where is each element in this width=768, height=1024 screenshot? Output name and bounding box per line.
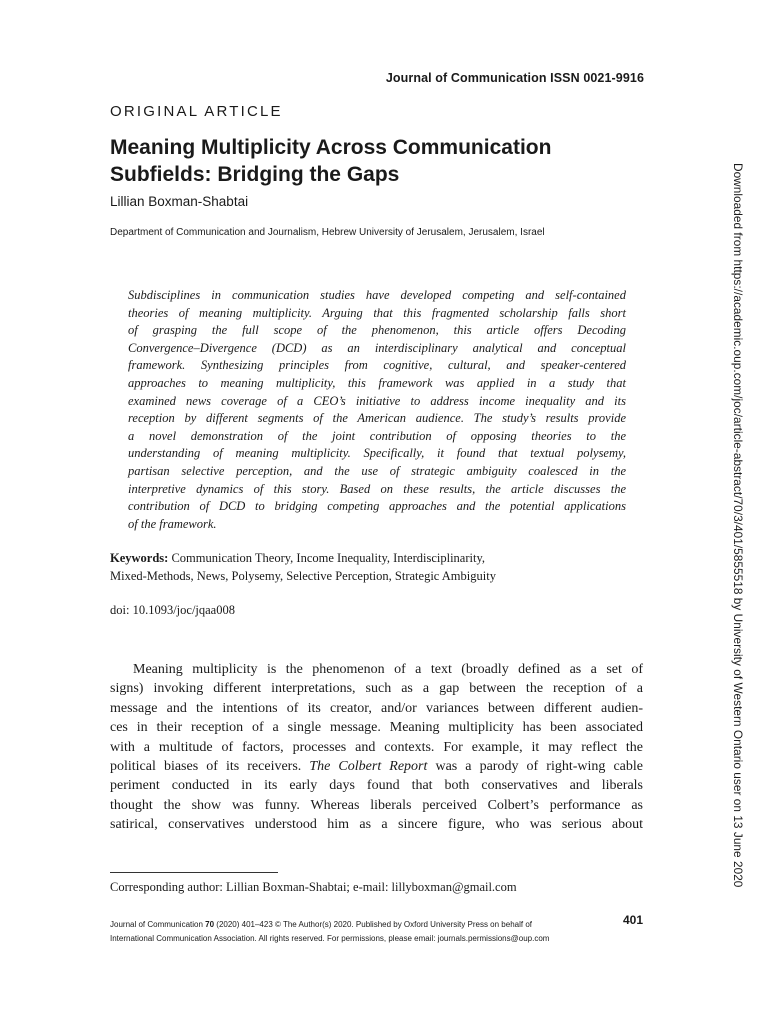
abstract-line: a novel demonstration of the joint contribution of opposing theories to the	[128, 428, 626, 443]
body-line: signs) invoking different interpretations, such as a gap between the reception of a	[110, 681, 643, 697]
keywords	[110, 549, 650, 585]
keywords-label: Keywords:	[110, 551, 169, 565]
show-title: The Colbert Report	[309, 759, 428, 775]
body-line: satirical, conservatives understood him as a sincere figure, who was serious about	[110, 817, 643, 833]
abstract	[128, 287, 626, 533]
page-footer	[110, 918, 610, 946]
abstract-line: Convergence–Divergence (DCD) as an interdisciplinary analytical and conceptual	[128, 340, 626, 355]
doi[interactable]: doi: 10.1093/joc/jqaa008	[110, 603, 235, 617]
footer-line	[110, 918, 610, 932]
abstract-line: of grasping the full scope of the phenomenon, this article offers Decoding	[128, 323, 626, 338]
title-line: Subfields: Bridging the Gaps	[110, 163, 400, 186]
abstract-line: understanding of meaning multiplicity. Specifically, it found that textual polysemy,	[128, 446, 626, 461]
footer-citation: (2020) 401–423 © The Author(s) 2020. Published by Oxford University Press on behalf of	[214, 920, 532, 929]
abstract-line: of the framework.	[128, 516, 217, 531]
author-name: Lillian Boxman-Shabtai	[110, 194, 249, 209]
footer-journal: Journal of Communication	[110, 920, 206, 929]
body-line: message and the intentions of its creator, and/or variances between different audien-	[110, 700, 643, 716]
abstract-line: framework. Synthesizing principles from cognitive, cultural, and speaker-centered	[128, 358, 626, 373]
journal-issn-header: Journal of Communication ISSN 0021-9916	[385, 71, 644, 85]
keywords-line: Mixed-Methods, News, Polysemy, Selective Perception, Strategic Ambiguity	[110, 569, 496, 583]
download-watermark: Downloaded from https://academic.oup.com/joc/article-abstract/70/3/401/5855518 by University of Western Ontario user on 13 June 2020	[731, 163, 745, 888]
body-paragraph	[110, 660, 643, 835]
keywords-list: Communication Theory, Income Inequality, Interdisciplinarity,	[168, 551, 486, 565]
body-line: with a multitude of factors, processes and contexts. For example, it may reflect the	[110, 739, 643, 755]
body-line	[110, 757, 643, 776]
abstract-line: approaches to meaning multiplicity, this framework was applied in a study that	[128, 375, 626, 390]
abstract-line: examined news coverage of a CEO’s initiative to address income inequality and its	[128, 393, 626, 408]
page-number: 401	[622, 913, 643, 927]
footnote-divider	[110, 872, 278, 873]
body-line: thought the show was funny. Whereas liberals perceived Colbert’s performance as	[110, 797, 643, 813]
abstract-line: contribution of DCD to bridging competing approaches and the potential applications	[128, 499, 626, 514]
abstract-line: theories of meaning multiplicity. Arguing that this fragmented scholarship falls short	[128, 305, 626, 320]
abstract-line: reception by different segments of the American audience. The study’s results provide	[128, 411, 626, 426]
footer-line: International Communication Association. All rights reserved. For permissions, please email: journals.permissions@oup.com	[110, 934, 550, 943]
author-affiliation: Department of Communication and Journalism, Hebrew University of Jerusalem, Jerusalem, Israel	[110, 227, 545, 238]
abstract-line: partisan selective perception, and the use of strategic ambiguity coalesced in the	[128, 463, 626, 478]
keywords-line	[110, 549, 650, 567]
title-line: Meaning Multiplicity Across Communication	[110, 136, 552, 159]
footer-volume: 70	[205, 920, 215, 929]
body-text: political biases of its receivers.	[110, 759, 310, 775]
abstract-line: Subdisciplines in communication studies have developed competing and self-contained	[128, 288, 626, 302]
body-line: periment conducted in its early days found that both conservatives and liberals	[110, 778, 643, 794]
corresponding-author-footnote: Corresponding author: Lillian Boxman-Shabtai; e-mail: lillyboxman@gmail.com	[110, 880, 517, 894]
body-text: was a parody of right-wing cable	[427, 759, 643, 775]
abstract-line: interpretive dynamics of this story. Based on these results, the article discusses the	[128, 481, 626, 496]
section-label: ORIGINAL ARTICLE	[110, 103, 283, 120]
article-title	[110, 134, 670, 188]
body-line: Meaning multiplicity is the phenomenon of a text (broadly defined as a set of	[133, 662, 643, 677]
body-line: ces in their reception of a single message. Meaning multiplicity has been associated	[110, 720, 643, 736]
